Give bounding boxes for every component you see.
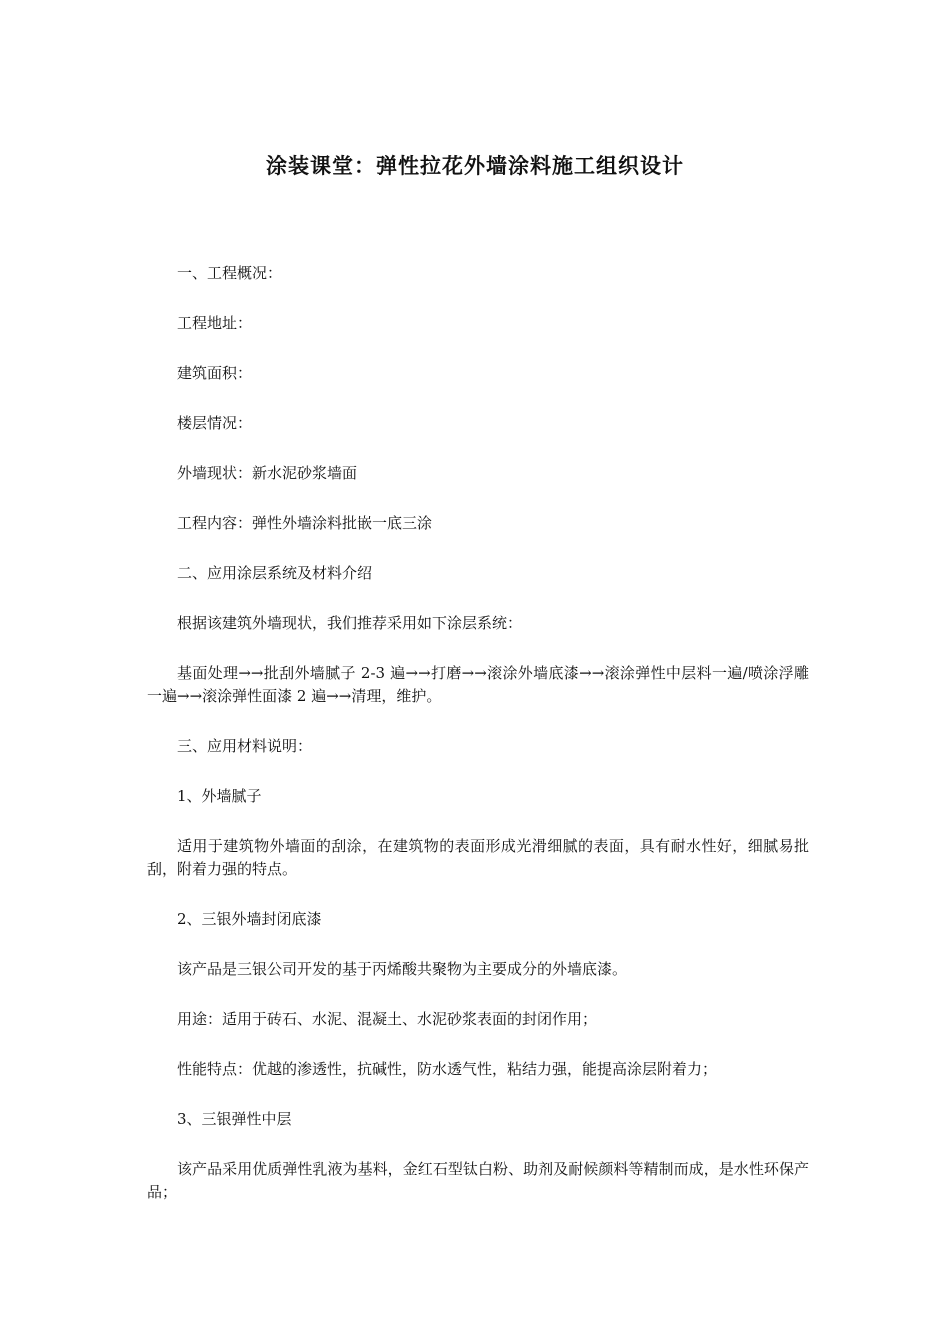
primer-description: 该产品是三银公司开发的基于丙烯酸共聚物为主要成分的外墙底漆。	[177, 960, 628, 978]
wall-condition: 外墙现状：新水泥砂浆墙面	[177, 464, 358, 482]
section-heading-materials: 三、应用材料说明：	[177, 737, 313, 755]
primer-usage: 用途：适用于砖石、水泥、混凝土、水泥砂浆表面的封闭作用；	[177, 1010, 598, 1028]
material-heading-primer: 2、三银外墙封闭底漆	[177, 910, 322, 928]
primer-features: 性能特点：优越的渗透性，抗碱性，防水透气性，粘结力强，能提高涂层附着力；	[177, 1060, 718, 1078]
putty-description: 适用于建筑物外墙面的刮涂，在建筑物的表面形成光滑细腻的表面，具有耐水性好，细腻易批刮，附着力强的特点。	[147, 837, 809, 878]
recommendation-paragraph: 根据该建筑外墙现状，我们推荐采用如下涂层系统：	[177, 614, 523, 632]
material-heading-elastic-midcoat: 3、三银弹性中层	[177, 1110, 292, 1128]
floor-info: 楼层情况：	[177, 414, 253, 432]
midcoat-description: 该产品采用优质弹性乳液为基料，金红石型钛白粉、助剂及耐候颜料等精制而成，是水性环保产品；	[147, 1160, 809, 1201]
document-title: 涂装课堂：弹性拉花外墙涂料施工组织设计	[266, 154, 684, 178]
document-body	[147, 262, 809, 1231]
process-steps-paragraph: 基面处理→→批刮外墙腻子 2-3 遍→→打磨→→滚涂外墙底漆→→滚涂弹性中层料一遍/喷涂浮雕一遍→→滚涂弹性面漆 2 遍→→清理，维护。	[147, 664, 809, 705]
section-heading-coating-system: 二、应用涂层系统及材料介绍	[177, 564, 373, 582]
project-address: 工程地址：	[177, 314, 253, 332]
section-heading-overview: 一、工程概况：	[177, 264, 283, 282]
material-heading-putty: 1、外墙腻子	[177, 787, 262, 805]
building-area: 建筑面积：	[177, 364, 253, 382]
project-content: 工程内容：弹性外墙涂料批嵌一底三涂	[177, 514, 433, 532]
